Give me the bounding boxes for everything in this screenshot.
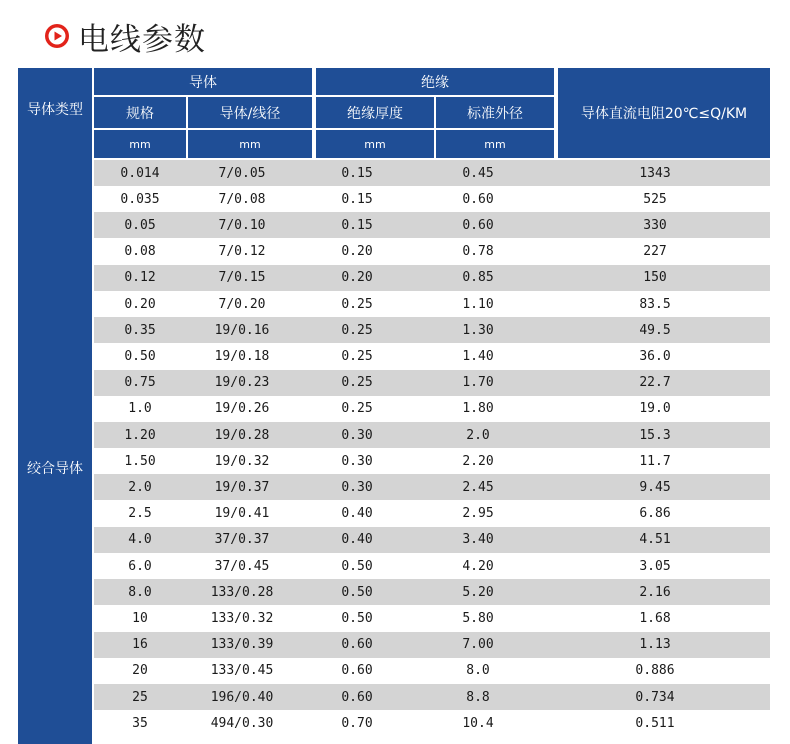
- header-insulation-thickness: 绝缘厚度: [316, 97, 434, 128]
- header-unit-thickness: mm: [316, 130, 434, 158]
- cell-resistance: 9.45: [639, 479, 671, 495]
- cell-thickness: 0.15: [341, 191, 373, 207]
- cell-diameter: 4.20: [462, 558, 494, 574]
- cell-spec: 0.035: [120, 191, 160, 207]
- cell-thickness: 0.20: [341, 244, 373, 260]
- cell-thickness: 0.25: [341, 296, 373, 312]
- cell-strand: 7/0.05: [218, 165, 266, 181]
- cell-spec: 0.75: [124, 375, 156, 391]
- cell-strand: 7/0.12: [218, 244, 266, 260]
- cell-diameter: 0.60: [462, 191, 494, 207]
- table-row: [94, 396, 770, 422]
- cell-strand: 7/0.20: [218, 296, 266, 312]
- cell-thickness: 0.25: [341, 375, 373, 391]
- cell-resistance: 15.3: [639, 427, 671, 443]
- cell-strand: 19/0.28: [214, 427, 270, 443]
- header-strand: 导体/线径: [188, 97, 312, 128]
- table-row: [94, 553, 770, 579]
- cell-spec: 20: [132, 663, 148, 679]
- page-title: [44, 14, 206, 58]
- table-row: [94, 186, 770, 212]
- cell-diameter: 7.00: [462, 637, 494, 653]
- cell-strand: 19/0.32: [214, 453, 270, 469]
- cell-resistance: 0.734: [635, 689, 675, 705]
- cell-resistance: 11.7: [639, 453, 671, 469]
- cell-resistance: 0.511: [635, 715, 675, 731]
- cell-resistance: 6.86: [639, 506, 671, 522]
- cell-resistance: 4.51: [639, 532, 671, 548]
- header-outer-diameter: 标准外径: [436, 97, 554, 128]
- cell-spec: 0.014: [120, 165, 160, 181]
- cell-diameter: 1.10: [462, 296, 494, 312]
- header-insulation-group: 绝缘: [316, 68, 554, 95]
- cell-diameter: 2.0: [466, 427, 490, 443]
- cell-resistance: 3.05: [639, 558, 671, 574]
- cell-spec: 0.12: [124, 270, 156, 286]
- cell-spec: 1.0: [128, 401, 152, 417]
- table-row: [94, 370, 770, 396]
- cell-diameter: 2.45: [462, 479, 494, 495]
- cell-diameter: 10.4: [462, 715, 494, 731]
- side-label-stranded: 绞合导体: [27, 461, 83, 477]
- cell-resistance: 49.5: [639, 322, 671, 338]
- table-row: [94, 658, 770, 684]
- cell-thickness: 0.25: [341, 322, 373, 338]
- cell-strand: 19/0.16: [214, 322, 270, 338]
- cell-strand: 133/0.28: [210, 584, 274, 600]
- cell-thickness: 0.60: [341, 663, 373, 679]
- cell-resistance: 83.5: [639, 296, 671, 312]
- cell-resistance: 1.68: [639, 610, 671, 626]
- cell-strand: 7/0.08: [218, 191, 266, 207]
- cell-resistance: 1.13: [639, 637, 671, 653]
- header-unit-strand: mm: [188, 130, 312, 158]
- cell-diameter: 0.45: [462, 165, 494, 181]
- table-row: [94, 265, 770, 291]
- cell-strand: 19/0.18: [214, 348, 270, 364]
- cell-strand: 133/0.32: [210, 610, 274, 626]
- cell-thickness: 0.15: [341, 217, 373, 233]
- cell-diameter: 5.20: [462, 584, 494, 600]
- cell-diameter: 5.80: [462, 610, 494, 626]
- table-row: [94, 527, 770, 553]
- cell-strand: 19/0.26: [214, 401, 270, 417]
- cell-spec: 8.0: [128, 584, 152, 600]
- table-row: [94, 212, 770, 238]
- table-row: [94, 291, 770, 317]
- cell-thickness: 0.50: [341, 558, 373, 574]
- cell-spec: 35: [132, 715, 148, 731]
- table-row: [94, 710, 770, 736]
- cell-strand: 19/0.37: [214, 479, 270, 495]
- cell-thickness: 0.25: [341, 348, 373, 364]
- cell-diameter: 1.80: [462, 401, 494, 417]
- cell-strand: 7/0.10: [218, 217, 266, 233]
- cell-spec: 2.0: [128, 479, 152, 495]
- cell-spec: 10: [132, 610, 148, 626]
- table-row: [94, 160, 770, 186]
- cell-resistance: 330: [643, 217, 667, 233]
- cell-thickness: 0.50: [341, 610, 373, 626]
- cell-resistance: 22.7: [639, 375, 671, 391]
- cell-diameter: 0.85: [462, 270, 494, 286]
- cell-thickness: 0.40: [341, 506, 373, 522]
- cell-resistance: 150: [643, 270, 667, 286]
- cell-diameter: 2.95: [462, 506, 494, 522]
- cell-thickness: 0.30: [341, 479, 373, 495]
- cell-thickness: 0.40: [341, 532, 373, 548]
- table-row: [94, 474, 770, 500]
- table-row: [94, 422, 770, 448]
- table-row: [94, 605, 770, 631]
- cell-spec: 6.0: [128, 558, 152, 574]
- cell-diameter: 1.70: [462, 375, 494, 391]
- cell-resistance: 525: [643, 191, 667, 207]
- header-type: 导体类型: [18, 68, 92, 158]
- cell-thickness: 0.30: [341, 453, 373, 469]
- cell-spec: 0.50: [124, 348, 156, 364]
- cell-thickness: 0.30: [341, 427, 373, 443]
- header-spec: 规格: [94, 97, 186, 128]
- cell-diameter: 1.30: [462, 322, 494, 338]
- cell-strand: 19/0.41: [214, 506, 270, 522]
- cell-strand: 7/0.15: [218, 270, 266, 286]
- table-row: [94, 684, 770, 710]
- cell-resistance: 1343: [639, 165, 671, 181]
- cell-spec: 1.50: [124, 453, 156, 469]
- cell-spec: 1.20: [124, 427, 156, 443]
- cell-thickness: 0.50: [341, 584, 373, 600]
- table-row: [94, 343, 770, 369]
- cell-thickness: 0.60: [341, 637, 373, 653]
- cell-diameter: 1.40: [462, 348, 494, 364]
- header-conductor-group: 导体: [94, 68, 312, 95]
- cell-resistance: 0.886: [635, 663, 675, 679]
- cell-thickness: 0.25: [341, 401, 373, 417]
- cell-spec: 0.35: [124, 322, 156, 338]
- table-header: [18, 68, 770, 158]
- cell-strand: 494/0.30: [210, 715, 274, 731]
- cell-strand: 133/0.45: [210, 663, 274, 679]
- table-row: [94, 632, 770, 658]
- header-unit-diameter: mm: [436, 130, 554, 158]
- title-text: 电线参数: [78, 21, 206, 58]
- table-row: [94, 501, 770, 527]
- table-row: [94, 317, 770, 343]
- cell-resistance: 227: [643, 244, 667, 260]
- play-circle-icon: [44, 23, 70, 49]
- side-column: [18, 158, 92, 744]
- table-row: [94, 579, 770, 605]
- cell-thickness: 0.60: [341, 689, 373, 705]
- cell-spec: 0.05: [124, 217, 156, 233]
- cell-thickness: 0.70: [341, 715, 373, 731]
- cell-strand: 37/0.37: [214, 532, 270, 548]
- cell-strand: 37/0.45: [214, 558, 270, 574]
- cell-spec: 0.20: [124, 296, 156, 312]
- cell-resistance: 2.16: [639, 584, 671, 600]
- cell-resistance: 19.0: [639, 401, 671, 417]
- cell-diameter: 3.40: [462, 532, 494, 548]
- cell-diameter: 0.78: [462, 244, 494, 260]
- cell-strand: 19/0.23: [214, 375, 270, 391]
- cell-diameter: 0.60: [462, 217, 494, 233]
- cell-diameter: 8.8: [466, 689, 490, 705]
- header-resistance: 导体直流电阻20℃≤Q/KM: [558, 68, 770, 158]
- cell-strand: 196/0.40: [210, 689, 274, 705]
- cell-strand: 133/0.39: [210, 637, 274, 653]
- cell-diameter: 2.20: [462, 453, 494, 469]
- cell-spec: 25: [132, 689, 148, 705]
- cell-resistance: 36.0: [639, 348, 671, 364]
- cell-spec: 4.0: [128, 532, 152, 548]
- cell-thickness: 0.20: [341, 270, 373, 286]
- cell-thickness: 0.15: [341, 165, 373, 181]
- table-row: [94, 239, 770, 265]
- cell-spec: 0.08: [124, 244, 156, 260]
- cell-spec: 16: [132, 637, 148, 653]
- cell-diameter: 8.0: [466, 663, 490, 679]
- header-unit-spec: mm: [94, 130, 186, 158]
- table-row: [94, 448, 770, 474]
- cell-spec: 2.5: [128, 506, 152, 522]
